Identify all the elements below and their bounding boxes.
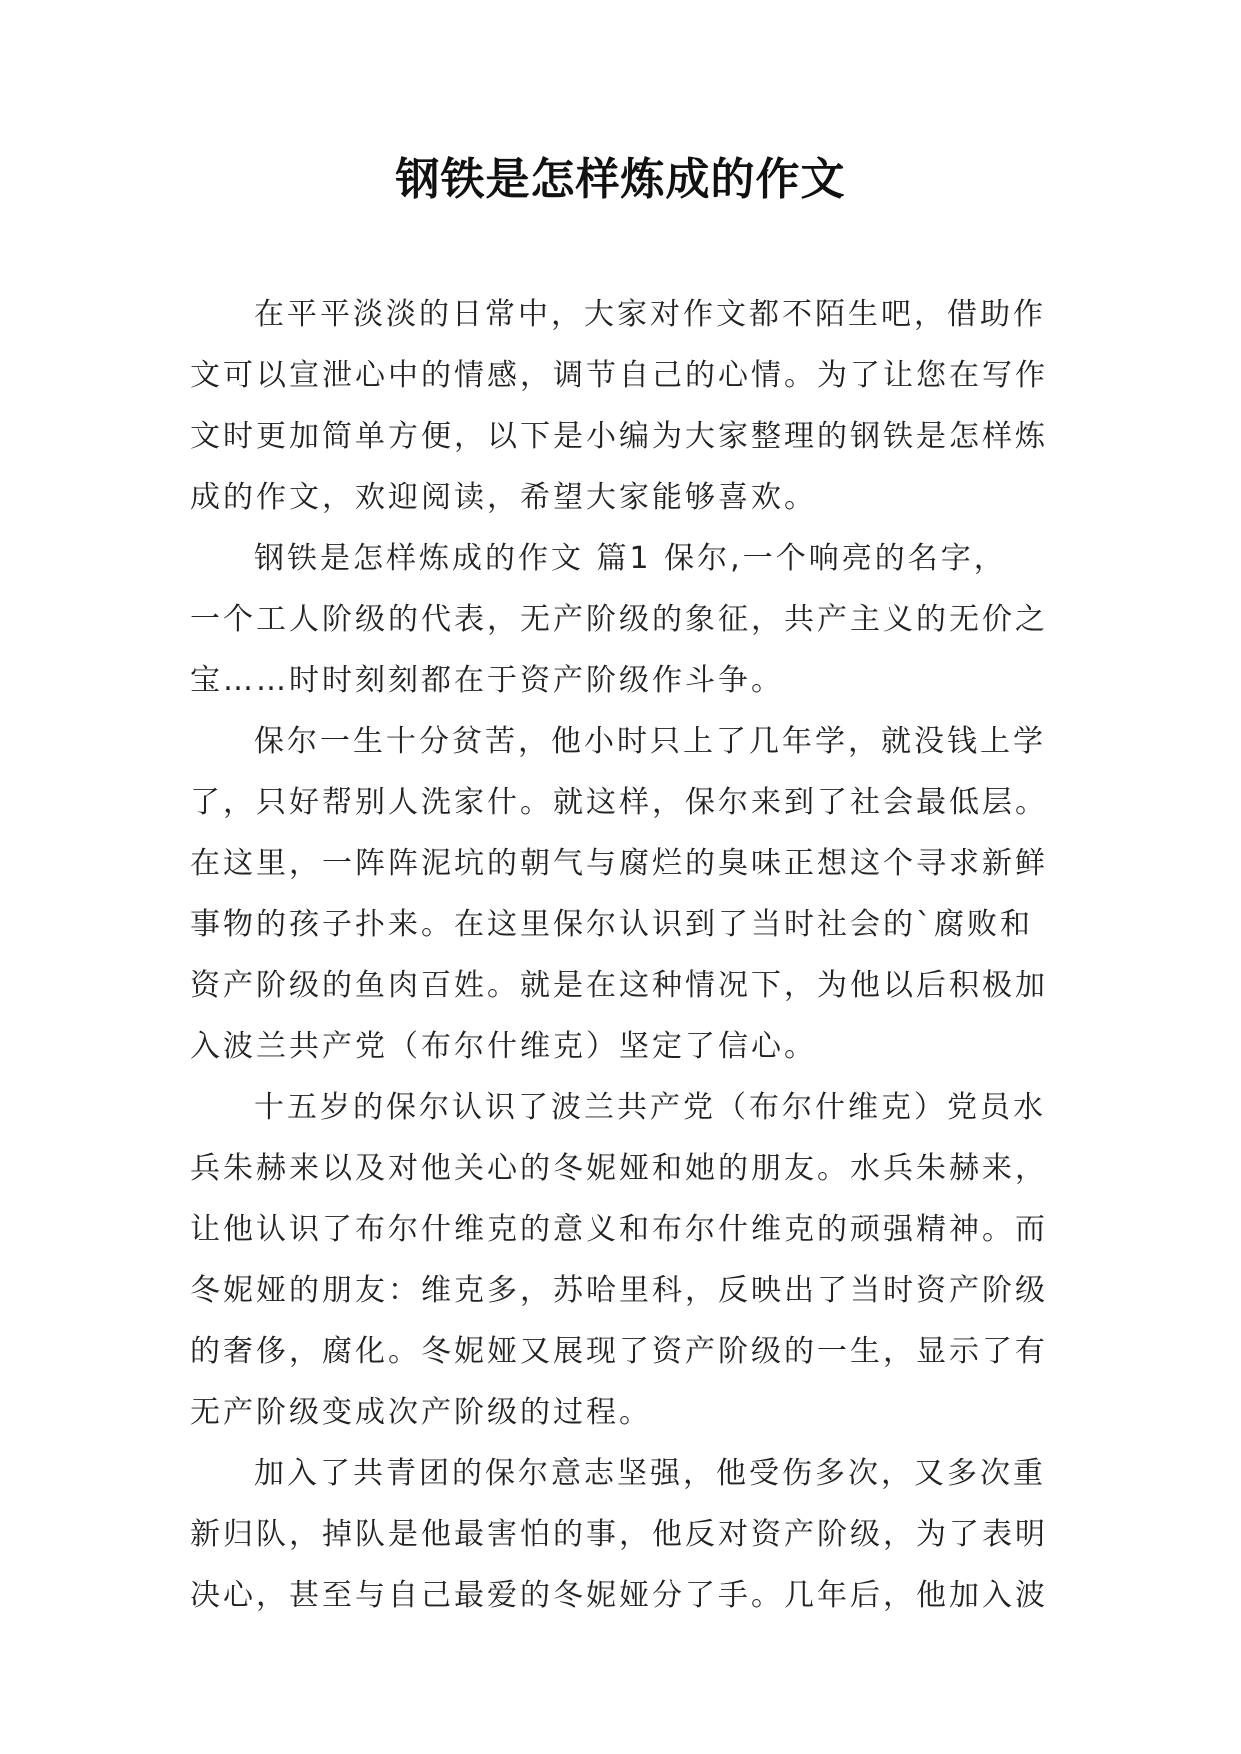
paragraph-line: 十五岁的保尔认识了波兰共产党（布尔什维克）党员水 xyxy=(254,1090,1046,1125)
paragraph-line: 在平平淡淡的日常中，大家对作文都不陌生吧，借助作 xyxy=(254,297,1046,332)
paragraph-line: 兵朱赫来以及对他关心的冬妮娅和她的朋友。水兵朱赫来， xyxy=(190,1151,1048,1186)
paragraph-line: 保尔一生十分贫苦，他小时只上了几年学，就没钱上学 xyxy=(254,724,1046,759)
paragraph-line: 宝……时时刻刻都在于资产阶级作斗争。 xyxy=(190,663,784,698)
paragraph-line: 文时更加简单方便，以下是小编为大家整理的钢铁是怎样炼 xyxy=(190,419,1048,454)
paragraph-line: 加入了共青团的保尔意志坚强，他受伤多次，又多次重 xyxy=(254,1456,1046,1491)
paragraph-line: 新归队，掉队是他最害怕的事，他反对资产阶级，为了表明 xyxy=(190,1517,1048,1552)
paragraph-line: 决心，甚至与自己最爱的冬妮娅分了手。几年后，他加入波 xyxy=(190,1578,1048,1613)
paragraph-line: 钢铁是怎样炼成的作文 篇1 保尔,一个响亮的名字， xyxy=(254,541,1007,576)
paragraph-line: 入波兰共产党（布尔什维克）坚定了信心。 xyxy=(190,1029,817,1064)
paragraph-line: 了，只好帮别人洗家什。就这样，保尔来到了社会最低层。 xyxy=(190,785,1048,820)
paragraph-line: 让他认识了布尔什维克的意义和布尔什维克的顽强精神。而 xyxy=(190,1212,1048,1247)
paragraph-line: 资产阶级的鱼肉百姓。就是在这种情况下，为他以后积极加 xyxy=(190,968,1048,1003)
paragraph-line: 文可以宣泄心中的情感，调节自己的心情。为了让您在写作 xyxy=(190,358,1048,393)
paragraph-line: 在这里，一阵阵泥坑的朝气与腐烂的臭味正想这个寻求新鲜 xyxy=(190,846,1048,881)
paragraph-line: 冬妮娅的朋友：维克多，苏哈里科，反映出了当时资产阶级 xyxy=(190,1273,1048,1308)
paragraph-line: 事物的孩子扑来。在这里保尔认识到了当时社会的`腐败和 xyxy=(190,907,1033,942)
document-title: 钢铁是怎样炼成的作文 xyxy=(395,154,846,205)
paragraph-line: 的奢侈，腐化。冬妮娅又展现了资产阶级的一生，显示了有 xyxy=(190,1334,1048,1369)
paragraph-line: 一个工人阶级的代表，无产阶级的象征，共产主义的无价之 xyxy=(190,602,1048,637)
paragraph-line: 无产阶级变成次产阶级的过程。 xyxy=(190,1395,652,1430)
document-body xyxy=(190,284,1050,1626)
paragraph-line: 成的作文，欢迎阅读，希望大家能够喜欢。 xyxy=(190,480,817,515)
